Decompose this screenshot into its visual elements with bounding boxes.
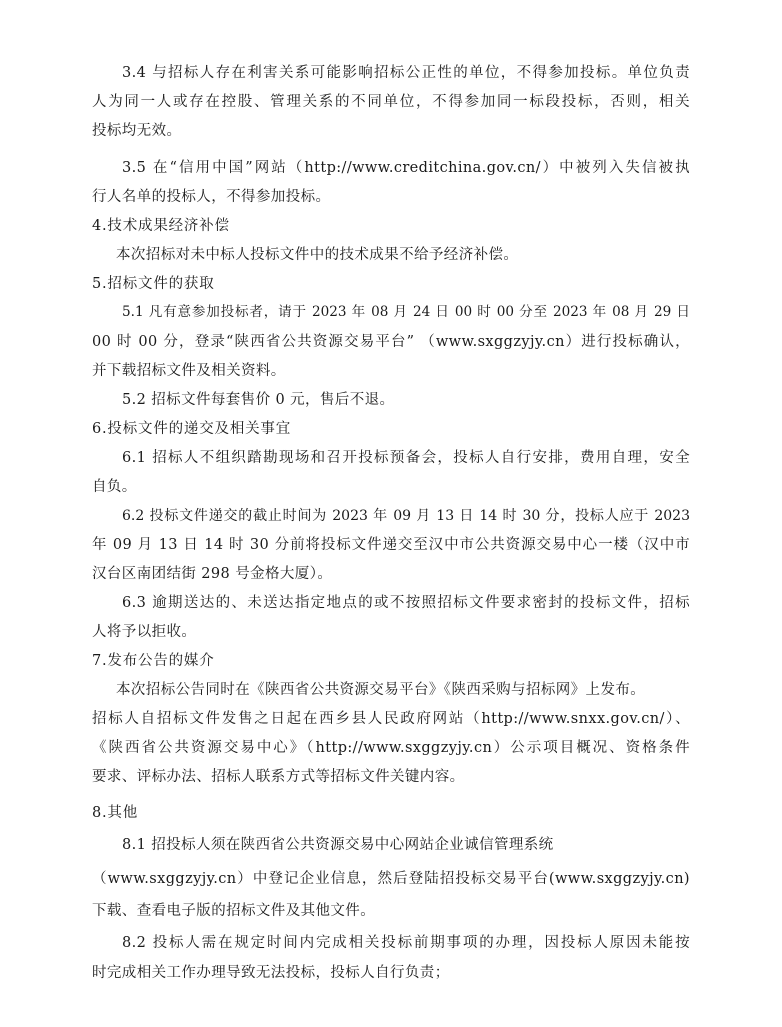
para-3-5-line-1: 3.5 在“信用中国”网站（http://www.creditchina.gov.cn/）中被列入失信被执 — [122, 160, 690, 176]
section-7-line-4: 要求、评标办法、招标人联系方式等招标文件关键内容。 — [92, 769, 465, 785]
section-7-line-2: 招标人自招标文件发售之日起在西乡县人民政府网站（http://www.snxx.gov.cn/）、 — [92, 711, 690, 727]
para-5-1-line-1: 5.1 凡有意参加投标者，请于 2023 年 08 月 24 日 00 时 00 分至 2023 年 08 月 29 日 — [122, 304, 690, 320]
para-3-4-line-3: 投标均无效。 — [92, 123, 182, 139]
para-5-1-line-3: 并下载招标文件及相关资料。 — [92, 363, 286, 379]
section-7-heading: 7.发布公告的媒介 — [92, 653, 215, 669]
para-8-2-line-2: 时完成相关工作办理导致无法投标，投标人自行负责； — [92, 965, 450, 981]
para-8-2-line-1: 8.2 投标人需在规定时间内完成相关投标前期事项的办理，因投标人原因未能按 — [122, 935, 690, 951]
para-3-4-line-2: 人为同一人或存在控股、管理关系的不同单位，不得参加同一标段投标，否则，相关 — [92, 94, 690, 110]
para-3-4-line-1: 3.4 与招标人存在利害关系可能影响招标公正性的单位，不得参加投标。单位负责 — [122, 65, 690, 81]
para-5-2: 5.2 招标文件每套售价 0 元，售后不退。 — [122, 392, 395, 408]
para-6-1-line-2: 自负。 — [92, 479, 137, 495]
para-8-1-line-2: （www.sxggzyjy.cn）中登记企业信息，然后登陆招投标交易平台(www.sxggzyjy.cn) — [92, 871, 690, 887]
para-6-3-line-1: 6.3 逾期送达的、未送达指定地点的或不按照招标文件要求密封的投标文件，招标 — [122, 595, 690, 611]
section-6-heading: 6.投标文件的递交及相关事宜 — [92, 421, 292, 437]
section-8-heading: 8.其他 — [92, 805, 139, 821]
para-6-2-line-2: 年 09 月 13 日 14 时 30 分前将投标文件递交至汉中市公共资源交易中心一楼（汉中市 — [92, 537, 690, 553]
section-4-body: 本次招标对未中标人投标文件中的技术成果不给予经济补偿。 — [116, 247, 519, 263]
para-6-1-line-1: 6.1 招标人不组织踏勘现场和召开投标预备会，投标人自行安排，费用自理，安全 — [122, 450, 690, 466]
para-8-1-line-3: 下载、查看电子版的招标文件及其他文件。 — [92, 903, 376, 919]
para-8-1-line-1: 8.1 招投标人须在陕西省公共资源交易中心网站企业诚信管理系统 — [122, 837, 554, 853]
para-6-2-line-1: 6.2 投标文件递交的截止时间为 2023 年 09 月 13 日 14 时 30 分，投标人应于 2023 — [122, 508, 690, 524]
para-5-1-line-2: 00 时 00 分，登录“陕西省公共资源交易平台” （www.sxggzyjy.cn）进行投标确认， — [92, 334, 690, 350]
section-5-heading: 5.招标文件的获取 — [92, 276, 215, 292]
section-4-heading: 4.技术成果经济补偿 — [92, 218, 230, 234]
para-6-3-line-2: 人将予以拒收。 — [92, 624, 197, 640]
section-7-line-1: 本次招标公告同时在《陕西省公共资源交易平台》《陕西采购与招标网》上发布。 — [116, 682, 646, 698]
para-6-2-line-3: 汉台区南团结街 298 号金格大厦）。 — [92, 566, 333, 582]
para-3-5-line-2: 行人名单的投标人，不得参加投标。 — [92, 189, 331, 205]
section-7-line-3: 《陕西省公共资源交易中心》（http://www.sxggzyjy.cn）公示项目概况、资格条件 — [92, 740, 690, 756]
